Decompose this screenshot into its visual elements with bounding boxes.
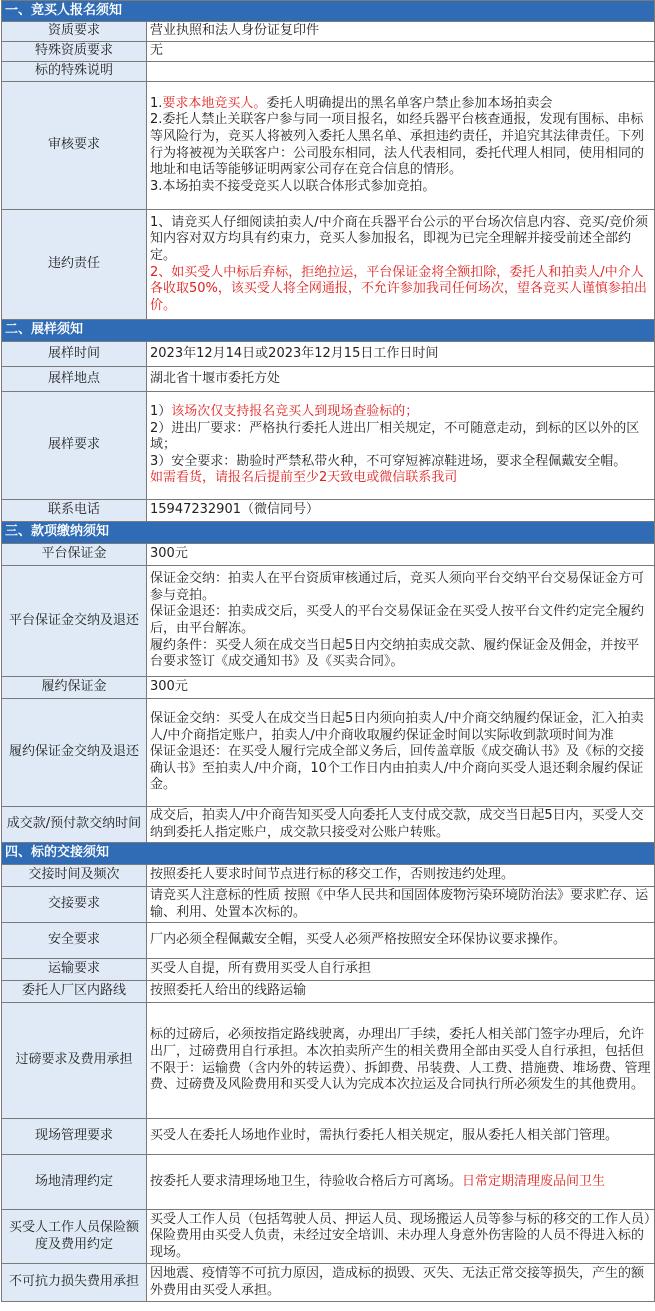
viewing-requirements-label: 展样要求 [2, 392, 147, 500]
deposit-refund-text: 保证金退还：拍卖成交后，买受人的平台交易保证金在买受人按平台文件约定完全履约后，由平台解冻。 [150, 604, 645, 636]
section-header-payment: 三、款项缴纳须知 [2, 522, 655, 544]
staff-insurance-label: 买受人工作人员保险额度及费用约定 [2, 1210, 147, 1264]
transport-requirements-value: 买受人自提，所有费用买受人自行承担 [147, 959, 655, 981]
platform-deposit-label: 平台保证金 [2, 544, 147, 566]
force-majeure-label: 不可抗力损失费用承担 [2, 1264, 147, 1302]
performance-deposit-refund-label: 履约保证金交纳及退还 [2, 699, 147, 807]
qualification-value: 营业执照和法人身份证复印件 [147, 22, 655, 42]
special-description-value [147, 62, 655, 82]
perf-payment-text: 保证金交纳：买受人在成交当日起5日内须向拍卖人/中介商交纳履约保证金，汇入拍卖人/中介商指定账户，拍卖人/中介商收取履约保证金时间以实际收到款项时间为准 [150, 711, 644, 743]
auction-notice-table [1, 0, 655, 1302]
section-header-viewing: 二、展样须知 [2, 320, 655, 342]
platform-deposit-refund-value [147, 566, 655, 677]
contact-phone-value: 15947232901（微信同号） [147, 500, 655, 522]
site-cleanup-value: 按委托人要求清理场地卫生，待验收合格后方可离场。日常定期清理废品间卫生 [147, 1155, 655, 1210]
platform-deposit-value: 300元 [147, 544, 655, 566]
factory-route-value: 按照委托人给出的线路运输 [147, 981, 655, 1003]
viewing-req-1-highlight: 该场次仅支持报名竞买人到现场查验标的； [171, 404, 419, 420]
breach-liability-value [147, 210, 655, 320]
viewing-req-4: 如需看货，请报名后提前至少2天致电或微信联系我司 [150, 470, 458, 486]
site-cleanup-label: 场地清理约定 [2, 1155, 147, 1210]
viewing-req-1: 1）该场次仅支持报名竞买人到现场查验标的； [150, 404, 419, 420]
transport-requirements-label: 运输要求 [2, 959, 147, 981]
audit-item-2: 2.委托人禁止关联客户参与同一项目报名，如经兵器平台核查通报，发现有围标、串标等风险行为，竞买人将被列入委托人黑名单、承担违约责任，并追究其法律责任。下列行为将被视为关联客户：公司股东相同，法人代表相同，委托代理人相同，使用相同的地址和电话等能够证明两家公司存在竞合信息的情形。 [150, 112, 645, 178]
handover-requirements-label: 交接要求 [2, 887, 147, 923]
special-description-label: 标的特殊说明 [2, 62, 147, 82]
breach-item-2: 2、如买受人中标后弃标，拒绝拉运，平台保证金将全额扣除，委托人和拍卖人/中介人各收取50%，该买受人将全网通报，不允许参加我司任何场次，望各竞买人谨慎参拍出价。 [150, 264, 647, 313]
weighing-cost-value: 标的过磅后，必须按指定路线驶离，办理出厂手续，委托人相关部门签字办理后，允许出厂，过磅费用自行承担。本次拍卖所产生的相关费用全部由买受人自行承担，包括但不限于：运输费（含内外的转运费）、拆卸费、吊装费、人工费、措施费、堆场费、管理费、过磅费及风险费用和买受人认为完成本次拉运及合同执行所必须发生的其他费用。 [147, 1003, 655, 1119]
viewing-requirements-value [147, 392, 655, 500]
handover-time-label: 交接时间及频次 [2, 865, 147, 887]
safety-requirements-value: 厂内必须全程佩戴安全帽，买受人必须严格按照安全环保协议要求操作。 [147, 923, 655, 959]
audit-requirements-label: 审核要求 [2, 82, 147, 210]
safety-requirements-label: 安全要求 [2, 923, 147, 959]
performance-deposit-value: 300元 [147, 677, 655, 699]
factory-route-label: 委托人厂区内路线 [2, 981, 147, 1003]
viewing-place-value: 湖北省十堰市委托方处 [147, 367, 655, 392]
audit-requirements-value [147, 82, 655, 210]
audit-item-1: 1.要求本地竞买人。委托人明确提出的黑名单客户禁止参加本场拍卖会 [150, 95, 553, 111]
viewing-req-3: 3）安全要求：勘验时严禁私带火种，不可穿短裤凉鞋进场，要求全程佩戴安全帽。 [150, 453, 627, 469]
breach-item-1: 1、请竞买人仔细阅读拍卖人/中介商在兵器平台公示的平台场次信息内容、竞买/竞价须知内容对双方均具有约束力，竞买人参加报名，即视为已完全理解并接受前述全部约定。 [150, 214, 649, 263]
site-management-value: 买受人在委托人场地作业时，需执行委托人相关规定，服从委托人相关部门管理。 [147, 1119, 655, 1155]
special-qualification-label: 特殊资质要求 [2, 42, 147, 62]
deposit-payment-text: 保证金交纳：拍卖人在平台资质审核通过后，竞买人须向平台交纳平台交易保证金方可参与竞拍。 [150, 571, 645, 603]
contact-phone-label: 联系电话 [2, 500, 147, 522]
viewing-place-label: 展样地点 [2, 367, 147, 392]
payment-time-label: 成交款/预付款交纳时间 [2, 807, 147, 843]
breach-liability-label: 违约责任 [2, 210, 147, 320]
audit-item-3: 3.本场拍卖不接受竞买人以联合体形式参加竞拍。 [150, 178, 436, 194]
staff-insurance-value: 买受人工作人员（包括驾驶人员、押运人员、现场搬运人员等参与标的移交的工作人员）保险费用由买受人负责，未经过安全培训、未办理人身意外伤害险的人员不得进入标的现场。 [147, 1210, 655, 1264]
performance-deposit-refund-value [147, 699, 655, 807]
performance-condition-text: 履约条件：买受人须在成交当日起5日内交纳拍卖成交款、履约保证金及佣金，并按平台要求签订《成交通知书》及《买卖合同》。 [150, 637, 640, 670]
handover-time-value: 按照委托人要求时间节点进行标的移交工作，否则按违约处理。 [147, 865, 655, 887]
audit-item-1-highlight: 要求本地竞买人。 [162, 95, 267, 111]
viewing-time-label: 展样时间 [2, 342, 147, 367]
site-cleanup-highlight: 日常定期清理废品间卫生 [462, 1173, 606, 1189]
payment-time-value: 成交后，拍卖人/中介商告知买受人向委托人支付成交款，成交当日起5日内，买受人交纳到委托人指定账户，成交款只接受对公账户转账。 [147, 807, 655, 843]
weighing-cost-label: 过磅要求及费用承担 [2, 1003, 147, 1119]
viewing-time-value: 2023年12月14日或2023年12月15日工作日时间 [147, 342, 655, 367]
performance-deposit-label: 履约保证金 [2, 677, 147, 699]
section-header-registration: 一、竞买人报名须知 [2, 1, 655, 22]
platform-deposit-refund-label: 平台保证金交纳及退还 [2, 566, 147, 677]
handover-requirements-value: 请竞买人注意标的性质 按照《中华人民共和国固体废物污染环境防治法》要求贮存、运输、利用、处置本次标的。 [147, 887, 655, 923]
viewing-req-2: 2）进出厂要求：严格执行委托人进出厂相关规定，不可随意走动，到标的区以外的区域； [150, 420, 640, 453]
section-header-handover: 四、标的交接须知 [2, 843, 655, 865]
special-qualification-value: 无 [147, 42, 655, 62]
force-majeure-value: 因地震、疫情等不可抗力原因，造成标的损毁、灭失、无法正常交接等损失，产生的额外费用由买受人承担。 [147, 1264, 655, 1302]
qualification-label: 资质要求 [2, 22, 147, 42]
perf-refund-text: 保证金退还：在买受人履行完成全部义务后，回传盖章版《成交确认书》及《标的交接确认书》至拍卖人/中介商，10个工作日内由拍卖人/中介商向买受人退还剩余履约保证金。 [150, 744, 645, 793]
site-management-label: 现场管理要求 [2, 1119, 147, 1155]
